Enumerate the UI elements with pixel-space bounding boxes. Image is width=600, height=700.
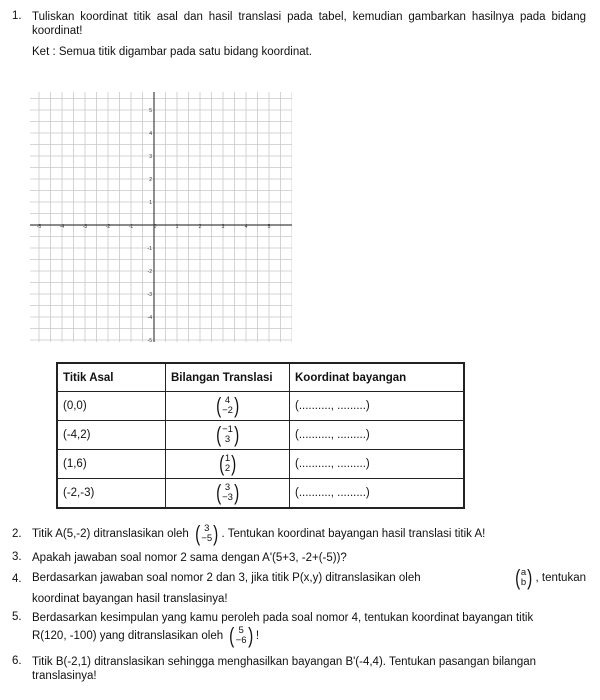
table-row: [57, 421, 464, 450]
question-6-number: 6.: [12, 655, 22, 667]
coordinate-grid: [30, 92, 292, 342]
table-header-row: [57, 363, 464, 392]
y-tick-label: -3: [147, 292, 152, 298]
header-image: Koordinat bayangan: [290, 363, 465, 392]
translation-vector: ( −1 3 ): [166, 421, 290, 450]
translation-vector: ( a b ): [514, 565, 533, 590]
origin-cell: (0,0): [57, 392, 166, 421]
y-tick-label: -2: [147, 269, 152, 275]
x-tick-label: 0: [153, 224, 157, 230]
x-tick-label: 4: [244, 224, 248, 230]
table-row: [57, 479, 464, 509]
y-tick-label: 3: [149, 154, 152, 160]
question-1-note: Ket : Semua titik digambar pada satu bidang koordinat.: [32, 46, 313, 58]
origin-cell: (1,6): [57, 450, 166, 479]
origin-cell: (-4,2): [57, 421, 166, 450]
question-4-line1: Berdasarkan jawaban soal nomor 2 dan 3, jika titik P(x,y) ditranslasikan oleh ( a b ) , tentukan: [32, 565, 586, 590]
translation-vector: ( 3 −3 ): [166, 479, 290, 509]
x-tick-label: 3: [221, 224, 225, 230]
x-tick-label: 5: [267, 224, 271, 230]
image-cell[interactable]: (.........., .........): [290, 392, 465, 421]
question-5-line1: Berdasarkan kesimpulan yang kamu peroleh pada soal nomor 4, tentukan koordinat bayangan titik: [32, 612, 534, 624]
table-row: [57, 392, 464, 421]
question-1-text: Tuliskan koordinat titik asal dan hasil translasi pada tabel, kemudian gambarkan hasilnya pada bidang koordinat!: [32, 11, 586, 37]
x-tick-label: 2: [198, 224, 202, 230]
question-3-text: Apakah jawaban soal nomor 2 sama dengan A'(5+3, -2+(-5))?: [32, 552, 347, 564]
x-tick-label: -5: [36, 224, 42, 230]
image-cell[interactable]: (.........., .........): [290, 450, 465, 479]
question-4-number: 4.: [12, 573, 22, 585]
x-tick-label: 1: [175, 224, 179, 230]
image-cell[interactable]: (.........., .........): [290, 479, 465, 509]
question-2-text: Titik A(5,-2) ditranslasikan oleh ( 3 −5 ) . Tentukan koordinat bayangan hasil translasi titik A!: [32, 520, 486, 546]
x-tick-label: -4: [59, 224, 65, 230]
y-tick-label: 1: [149, 200, 152, 206]
y-tick-label: 2: [149, 177, 152, 183]
y-tick-label: 4: [149, 131, 152, 137]
question-5-line2: R(120, -100) yang ditranslasikan oleh ( 5 −6 ) !: [32, 622, 260, 648]
translation-vector: ( 4 −2 ): [166, 392, 290, 421]
translation-vector: ( 5 −6 ): [229, 622, 253, 648]
question-5-number: 5.: [12, 611, 22, 623]
question-4-line2: koordinat bayangan hasil translasinya!: [32, 593, 228, 605]
y-tick-label: -4: [147, 315, 152, 321]
y-tick-label: -1: [147, 246, 152, 252]
grid-lines: [30, 92, 292, 342]
origin-cell: (-2,-3): [57, 479, 166, 509]
table-row: [57, 450, 464, 479]
header-translation: Bilangan Translasi: [166, 363, 290, 392]
x-tick-label: -2: [105, 224, 111, 230]
y-tick-label: -5: [147, 338, 152, 342]
question-1-number: 1.: [12, 10, 22, 22]
translation-vector: ( 3 −5 ): [195, 520, 219, 546]
y-tick-label: 5: [149, 108, 152, 114]
translation-vector: ( 1 2 ): [166, 450, 290, 479]
question-6-line2: translasinya!: [32, 670, 97, 682]
question-6-line1: Titik B(-2,1) ditranslasikan sehingga menghasilkan bayangan B'(-4,4). Tentukan pasangan bilangan: [32, 656, 537, 668]
header-origin: Titik Asal: [57, 363, 166, 392]
translation-table: [56, 362, 465, 509]
question-3-number: 3.: [12, 551, 22, 563]
x-tick-label: -1: [128, 224, 134, 230]
image-cell[interactable]: (.........., .........): [290, 421, 465, 450]
question-2-number: 2.: [12, 528, 22, 540]
x-tick-label: -3: [82, 224, 88, 230]
